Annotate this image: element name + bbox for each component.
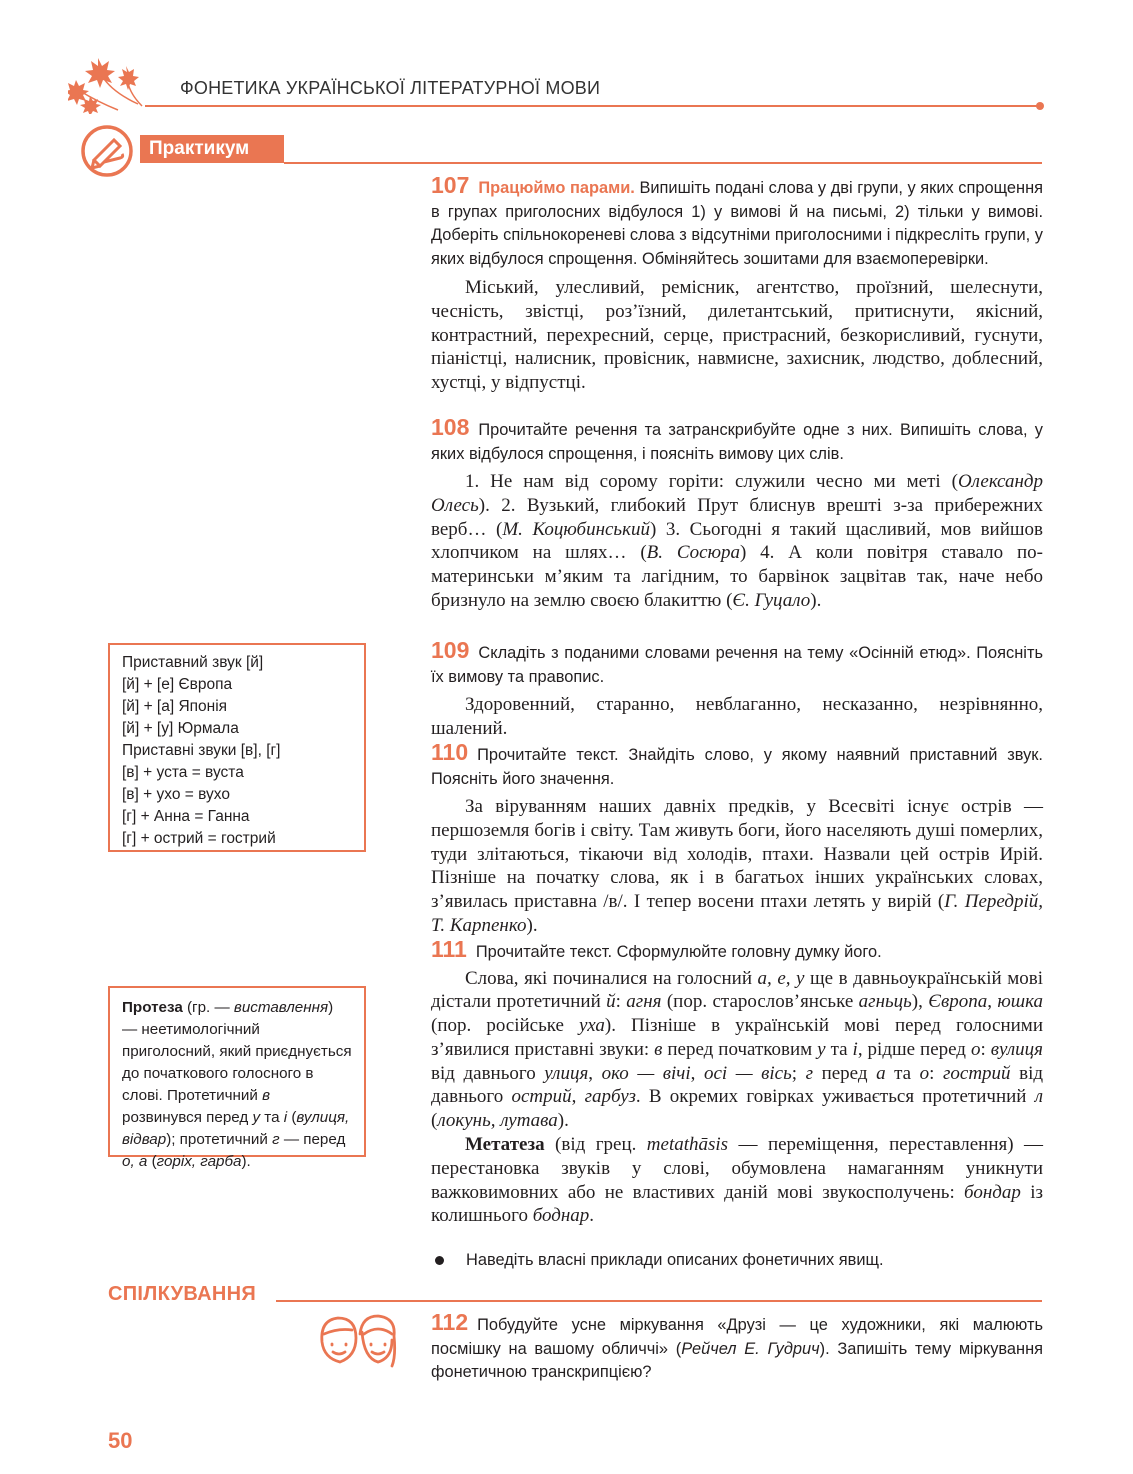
flower-decoration-icon	[68, 52, 148, 114]
metathesis-definition: Метатеза (від грец. metathāsis — переміщення, переставлення) — перестановка звуків у слові, обумовлена намаганням уникнути важковимовних або не властивих даній мові звукосполучень: бондар із колишнього боднар.	[431, 1134, 1043, 1227]
italic-term: а, е, у	[757, 967, 805, 989]
italic-term: і	[283, 1109, 288, 1126]
author: В. Сосюра	[646, 542, 740, 564]
italic-term: локунь, лутава	[437, 1110, 558, 1132]
italic-term: л	[1034, 1086, 1043, 1108]
italic-term: гарбуз	[584, 1086, 636, 1108]
box-line: [г] + острий = гострий	[122, 830, 276, 847]
italic-term: в	[262, 1087, 271, 1104]
italic-term: осі — вісь	[703, 1062, 792, 1084]
box-line: [й] + [а] Японія	[122, 698, 228, 715]
bullet-icon	[435, 1256, 444, 1265]
exercise-task	[431, 938, 1043, 965]
exercise-task-text: Прочитайте речення та затранскрибуйте одне з них. Випишіть слова, у яких відбулося спрощення, і поясніть вимову цих слів.	[431, 421, 1043, 463]
prothesis-definition-box: Протеза (гр. — виставлення) — неетимологічний приголосний, який приєднується до початкового голосного в слові. Протетичний в розвинувся перед у та і (вулиця, відвар); протетичний г — перед о, а (горіх, гарба).	[108, 986, 366, 1157]
section-label: Практикум	[140, 135, 284, 163]
exercise-number: 110	[431, 739, 469, 765]
bold-term: Метатеза	[465, 1134, 545, 1156]
exercise-number: 107	[431, 172, 470, 198]
sentence: ) 3. Сьогодні я такий щасливий, мов вийшов хлопчиком на шлях… (	[431, 518, 1043, 564]
italic-term: о	[970, 1038, 981, 1060]
two-faces-icon	[316, 1312, 398, 1372]
italic-term: юшка	[997, 991, 1044, 1013]
italic-term: горіх, гарба	[156, 1153, 242, 1170]
exercise-task-text: Складіть з поданими словами речення на тему «Осінній етюд». Поясніть їх вимову та правопис.	[431, 644, 1043, 686]
exercise-112	[431, 1311, 1043, 1385]
exercise-task-text: Випишіть подані слова у дві групи, у яких спрощення в групах приголосних відбулося 1) у вимові й на письмі, 2) тільки у вимові. Доберіть спільнокореневі слова з відсутніми приголосними і підкресліть групи, у яких відбулося спрощення. Обміняйтесь зошитами для взаємоперевірки.	[431, 179, 1043, 268]
page-number: 50	[108, 1428, 133, 1453]
exercise-body	[431, 795, 1043, 938]
exercise-body: Міський, улесливий, ремісник, агентство, проїзний, шелеснути, чесність, звістці, роз’їзний, дилетантський, притиснути, якісний, контрастний, перехресний, серце, пристрасний, безкорисливий, гуснути, піаністці, налисник, провісник, навмисне, захисник, людство, доблесний, хустці, у відпустці.	[431, 277, 1043, 394]
italic-term: око — вічі	[601, 1062, 691, 1084]
italic-term: бондар	[964, 1181, 1021, 1203]
italic-term: виставлення	[233, 999, 329, 1016]
italic-term: у	[252, 1109, 261, 1126]
exercise-110	[431, 741, 1043, 938]
box-line: [й] + [у] Юрмала	[122, 720, 239, 737]
italic-term: в	[654, 1038, 663, 1060]
author: М. Коцюбинський	[502, 518, 650, 540]
exercise-number: 109	[431, 637, 470, 663]
italic-term: metathāsis	[646, 1134, 729, 1156]
italic-term: Європа	[928, 991, 988, 1013]
exercise-number: 108	[431, 414, 470, 440]
italic-term: агньць	[858, 991, 912, 1013]
italic-term: вулиця	[990, 1038, 1044, 1060]
header-divider	[145, 105, 1040, 107]
exercise-task	[431, 639, 1043, 689]
exercise-task	[431, 174, 1043, 271]
exercise-108	[431, 416, 1043, 613]
exercise-highlight: Працюймо парами.	[478, 179, 635, 197]
author: Г. Передрій, Т. Карпенко	[431, 891, 1043, 936]
text: За віруванням наших давніх предків, у Всесвіті існує острів — першоземля богів і світу. Там живуть боги, його населяють душі померлих, туди злітаються, тікаючи від холодів, птахи. Назвали цей острів Ирій. Пізніше на початку слова, як і в багатьох інших українських словах, з’явилась приставна /в/. І тепер восени птахи летять у вирій (	[431, 796, 1043, 913]
exercise-111	[431, 938, 1043, 1228]
header-title: ФОНЕТИКА УКРАЇНСЬКОЇ ЛІТЕРАТУРНОЇ МОВИ	[180, 78, 601, 98]
italic-term: боднар	[532, 1205, 590, 1227]
communication-divider	[276, 1300, 1042, 1302]
box-line: Приставні звуки [в], [г]	[122, 742, 281, 759]
italic-term: о	[919, 1062, 930, 1084]
italic-term: і	[852, 1038, 858, 1060]
italic-term: вулиця, відвар	[122, 1109, 350, 1148]
exercise-task	[431, 416, 1043, 466]
italic-term: острий	[511, 1086, 572, 1108]
box-line: [в] + уста = вуста	[122, 764, 244, 781]
bold-term: Протеза	[122, 999, 183, 1016]
italic-term: й	[606, 991, 616, 1013]
sentence: 1. Не нам від сорому горіти: служили чесно ми меті (	[465, 471, 958, 492]
italic-term: г	[272, 1131, 280, 1148]
box-line: [г] + Анна = Ганна	[122, 808, 250, 825]
box-line: [й] + [е] Європа	[122, 676, 233, 693]
exercise-107	[431, 174, 1043, 395]
italic-term: г	[805, 1062, 814, 1084]
bullet-item	[431, 1249, 1043, 1272]
exercise-task	[431, 1311, 1043, 1385]
header-divider-dot	[1036, 102, 1044, 110]
italic-term: гострий	[942, 1062, 1011, 1084]
exercise-body	[431, 470, 1043, 613]
box-line: Приставний звук [й]	[122, 654, 264, 671]
exercise-task-text: Прочитайте текст. Знайдіть слово, у якому наявний приставний звук. Поясніть його значення.	[431, 746, 1043, 788]
box-line: [в] + ухо = вухо	[122, 786, 230, 803]
italic-term: а	[876, 1062, 886, 1084]
exercise-body: Здоровенний, старанно, невблаганно, несказанно, незрівнянно, шалений.	[431, 694, 1043, 739]
prosthetic-sound-box	[108, 643, 366, 852]
section-divider	[284, 162, 1042, 164]
communication-title: СПІЛКУВАННЯ	[108, 1283, 257, 1305]
italic-term: о, а	[122, 1153, 148, 1170]
exercise-number: 111	[431, 936, 467, 962]
italic-term: улиця	[544, 1062, 589, 1084]
author: Олександр Олесь	[431, 471, 1043, 516]
sentence: ). 2. Вузький, глибокий Прут блиснув врешті з-за прибережних верб… (	[431, 494, 1043, 540]
author: Рейчел Е. Гудрич	[681, 1339, 820, 1358]
bullet-text: Наведіть власні приклади описаних фонетичних явищ.	[466, 1251, 884, 1269]
exercise-task-text: Прочитайте текст. Сформулюйте головну думку його.	[475, 943, 882, 961]
exercise-task	[431, 741, 1043, 791]
italic-term: агня	[626, 991, 662, 1013]
italic-term: уха	[579, 1015, 605, 1037]
sentence: ) 4. А коли повітря ставало по-материнськи м’яким та лагідним, то барвінок зацвітав так, наче небо бризнуло на землю своєю блакиттю (	[431, 542, 1043, 611]
exercise-task-text: ). Запишіть тему міркування фонетичною транскрипцією?	[431, 1339, 1044, 1381]
exercise-task-text: Побудуйте усне міркування «Друзі — це художники, які малюють посмішку на вашому обличчі» (	[431, 1316, 1043, 1358]
italic-term: у	[817, 1038, 826, 1060]
exercise-body: Слова, які починалися на голосний а, е, у ще в давньоукраїнській мові дістали протетичний й: агня (пор. старослов’янське агньць), Європа, юшка (пор. російське уха). Пізніше в українській мові перед голосними з’явилися приставні звуки: в перед початковим у та і, рідше перед о: вулиця від давнього улиця, око — вічі, осі — вісь; г перед а та о: гострий від давнього острий, гарбуз. В окремих говірках уживається протетичний л (локунь, лутава).	[431, 967, 1044, 1132]
sentence: ).	[810, 589, 822, 611]
exercise-number: 112	[431, 1309, 469, 1335]
writing-hand-icon	[80, 124, 134, 178]
exercise-109	[431, 639, 1043, 741]
author: Є. Гуцало	[732, 589, 811, 611]
text: ).	[526, 914, 538, 936]
